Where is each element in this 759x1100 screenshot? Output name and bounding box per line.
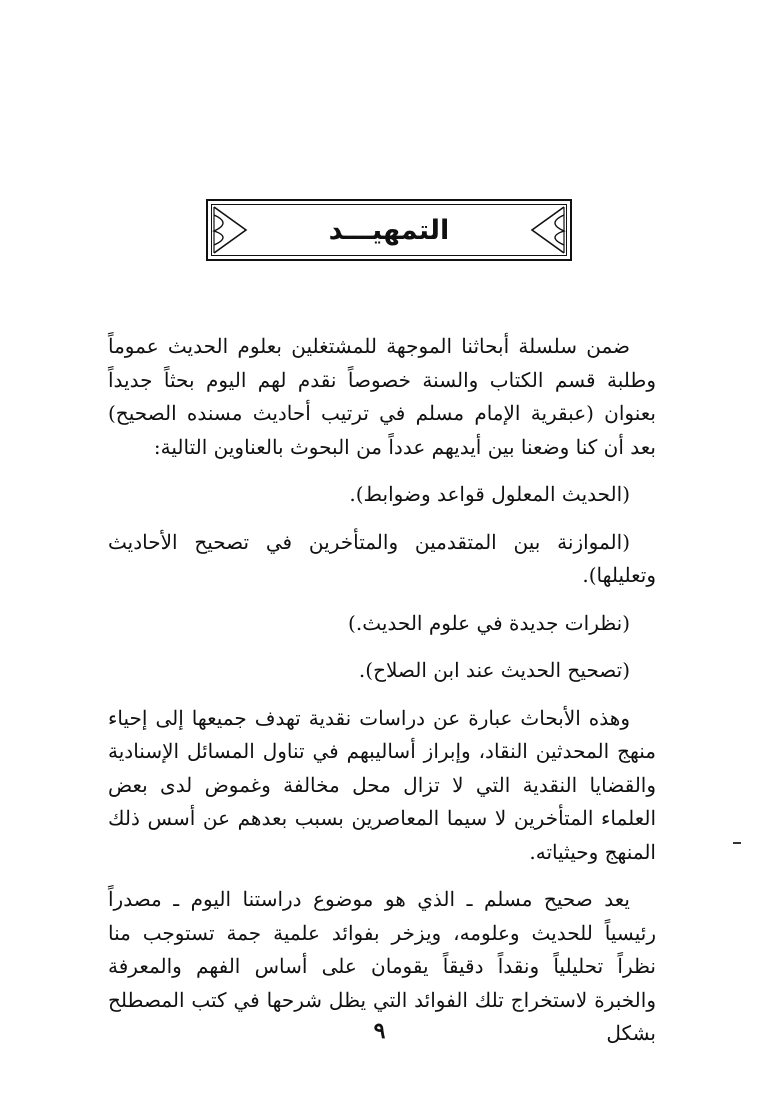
margin-mark [733, 842, 741, 844]
section-title: التمهيـــد [328, 215, 450, 246]
paragraph-title-1: (الحديث المعلول قواعد وضوابط). [349, 482, 630, 506]
page-number: ٩ [373, 1018, 386, 1044]
paragraph-title-4: (تصحيح الحديث عند ابن الصلاح). [358, 658, 630, 682]
title-frame [206, 199, 572, 261]
paragraph-research: وهذه الأبحاث عبارة عن دراسات نقدية تهدف جميعها إلى إحياء منهج المحدثين النقاد، وإبراز أساليبهم في تناول المسائل الإسنادية والقضايا النقدية التي لا تزال محل مخالفة وغموض لدى بعض العلماء المتأخرين لا سيما المعاصرين بسبب بعدهم عن أسس ذلك المنهج وحيثياته. [108, 705, 656, 864]
paragraph-intro: ضمن سلسلة أبحاثنا الموجهة للمشتغلين بعلوم الحديث عموماً وطلبة قسم الكتاب والسنة خصوصاً نقدم لهم اليوم بحثاً جديداً بعنوان (عبقرية الإمام مسلم في ترتيب أحاديث مسنده الصحيح) بعد أن كنا وضعنا بين أيديهم عدداً من البحوث بالعناوين التالية: [108, 334, 656, 459]
paragraph-title-2: (الموازنة بين المتقدمين والمتأخرين في تصحيح الأحاديث وتعليلها). [108, 529, 656, 587]
paragraph-title-3: (نظرات جديدة في علوم الحديث.) [348, 610, 630, 635]
paragraph-sahih-muslim: يعد صحيح مسلم ـ الذي هو موضوع دراستنا اليوم ـ مصدراً رئيسياً للحديث وعلومه، ويزخر بفوائد علمية جمة تستوجب منا نظراً تحليلياً ونقداً دقيقاً يقومان على أساس الفهم والمعرفة والخبرة لاستخراج تلك الفوائد التي يظل شرحها في كتب المصطلح بشكل [108, 887, 656, 1045]
body-text [108, 330, 656, 1051]
